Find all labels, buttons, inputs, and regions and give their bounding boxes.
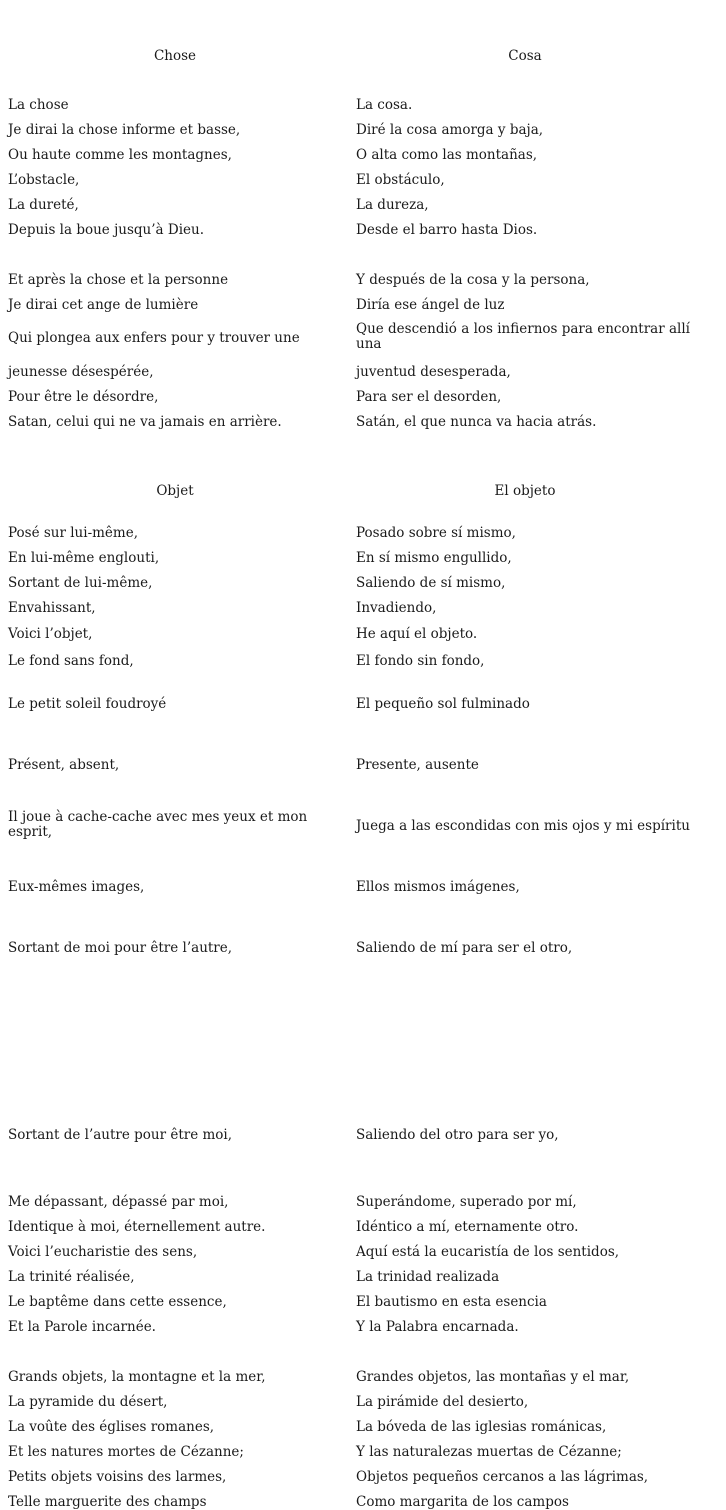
poem-line-es: El pequeño sol fulminado	[356, 696, 530, 712]
poem-line-fr: En lui-même englouti,	[8, 550, 160, 566]
section-title-fr: Objet	[156, 483, 194, 499]
poem-line-es: O alta como las montañas,	[356, 147, 538, 163]
poem-line-fr: Telle marguerite des champs	[8, 1494, 207, 1510]
poem-line-fr: Petits objets voisins des larmes,	[8, 1469, 227, 1485]
poem-line-es: En sí mismo engullido,	[356, 550, 512, 566]
section-title-es: El objeto	[494, 483, 556, 499]
poem-line-es: Y la Palabra encarnada.	[356, 1319, 519, 1335]
poem-line-es: Invadiendo,	[356, 600, 437, 616]
poem-line-es: El obstáculo,	[356, 172, 445, 188]
poem-line-es: Grandes objetos, las montañas y el mar,	[356, 1369, 630, 1385]
poem-line-es: Diré la cosa amorga y baja,	[356, 122, 544, 138]
poem-line-fr: jeunesse désespérée,	[8, 364, 154, 380]
poem-line-es: Ellos mismos imágenes,	[356, 879, 520, 895]
poem-line-es: Objetos pequeños cercanos a las lágrimas,	[356, 1469, 649, 1485]
poem-line-es: Desde el barro hasta Dios.	[356, 222, 538, 238]
poem-line-fr: Je dirai la chose informe et basse,	[8, 122, 241, 138]
poem-line-es: Para ser el desorden,	[356, 389, 502, 405]
poem-line-fr: Pour être le désordre,	[8, 389, 159, 405]
poem-line-fr: La voûte des églises romanes,	[8, 1419, 215, 1435]
poem-line-fr: Et après la chose et la personne	[8, 272, 229, 288]
poem-line-fr: Il joue à cache-cache avec mes yeux et mon esprit,	[8, 809, 308, 840]
poem-line-es: Satán, el que nunca va hacia atrás.	[356, 414, 597, 430]
poem-line-es: La bóveda de las iglesias románicas,	[356, 1419, 607, 1435]
poem-line-es: Superándome, superado por mí,	[356, 1194, 577, 1210]
poem-line-fr: Présent, absent,	[8, 757, 120, 773]
poem-line-fr: Et la Parole incarnée.	[8, 1319, 156, 1335]
poem-line-fr: Satan, celui qui ne va jamais en arrière.	[8, 414, 282, 430]
poem-line-es: He aquí el objeto.	[356, 626, 478, 642]
poem-line-fr: Le baptême dans cette essence,	[8, 1294, 227, 1310]
poem-line-es: La trinidad realizada	[356, 1269, 500, 1285]
poem-line-es: Que descendió a los infiernos para encontrar allí una	[356, 321, 690, 352]
poem-line-fr: Et les natures mortes de Cézanne;	[8, 1444, 244, 1460]
poem-line-fr: Grands objets, la montagne et la mer,	[8, 1369, 266, 1385]
poem-line-fr: Sortant de l’autre pour être moi,	[8, 1127, 233, 1143]
poem-line-es: Y después de la cosa y la persona,	[356, 272, 590, 288]
poem-line-es: Saliendo de sí mismo,	[356, 575, 506, 591]
poem-line-es: Saliendo de mí para ser el otro,	[356, 940, 573, 956]
poem-line-fr: La pyramide du désert,	[8, 1394, 168, 1410]
poem-line-fr: Identique à moi, éternellement autre.	[8, 1219, 266, 1235]
poem-line-fr: Voici l’eucharistie des sens,	[8, 1244, 198, 1260]
poem-line-es: Aquí está la eucaristía de los sentidos,	[356, 1244, 620, 1260]
poem-line-fr: Depuis la boue jusqu’à Dieu.	[8, 222, 204, 238]
poem-line-es: Saliendo del otro para ser yo,	[356, 1127, 559, 1143]
poem-line-fr: Qui plongea aux enfers pour y trouver une	[8, 330, 300, 346]
poem-line-es: Como margarita de los campos	[356, 1494, 569, 1510]
poem-line-fr: Posé sur lui-même,	[8, 525, 139, 541]
poem-line-fr: Ou haute comme les montagnes,	[8, 147, 232, 163]
poem-line-es: La cosa.	[356, 97, 413, 113]
poem-line-es: La dureza,	[356, 197, 429, 213]
section-title-fr: Chose	[153, 48, 197, 64]
poem-line-es: Diría ese ángel de luz	[356, 297, 505, 313]
section-title-es: Cosa	[508, 48, 542, 64]
poem-line-fr: Sortant de moi pour être l’autre,	[8, 940, 233, 956]
poem-line-es: La pirámide del desierto,	[356, 1394, 529, 1410]
poem-line-fr: Me dépassant, dépassé par moi,	[8, 1194, 229, 1210]
poem-line-es: Y las naturalezas muertas de Cézanne;	[356, 1444, 622, 1460]
poem-line-fr: Le fond sans fond,	[8, 653, 134, 669]
poem-line-es: Idéntico a mí, eternamente otro.	[356, 1219, 579, 1235]
poem-line-es: El fondo sin fondo,	[356, 653, 485, 669]
poem-line-es: Presente, ausente	[356, 757, 479, 773]
poem-line-fr: Sortant de lui-même,	[8, 575, 153, 591]
poem-line-fr: L’obstacle,	[8, 172, 80, 188]
poem-line-fr: Je dirai cet ange de lumière	[8, 297, 199, 313]
poem-line-es: Posado sobre sí mismo,	[356, 525, 516, 541]
poem-line-es: juventud desesperada,	[356, 364, 511, 380]
poem-line-fr: La chose	[8, 97, 69, 113]
poem-line-es: Juega a las escondidas con mis ojos y mi espíritu	[356, 818, 690, 834]
poem-line-fr: Eux-mêmes images,	[8, 879, 145, 895]
poem-line-fr: Envahissant,	[8, 600, 96, 616]
poem-line-fr: La dureté,	[8, 197, 79, 213]
poem-line-fr: Le petit soleil foudroyé	[8, 696, 167, 712]
poem-line-fr: La trinité réalisée,	[8, 1269, 135, 1285]
poem-line-fr: Voici l’objet,	[8, 626, 93, 642]
poem-line-es: El bautismo en esta esencia	[356, 1294, 547, 1310]
